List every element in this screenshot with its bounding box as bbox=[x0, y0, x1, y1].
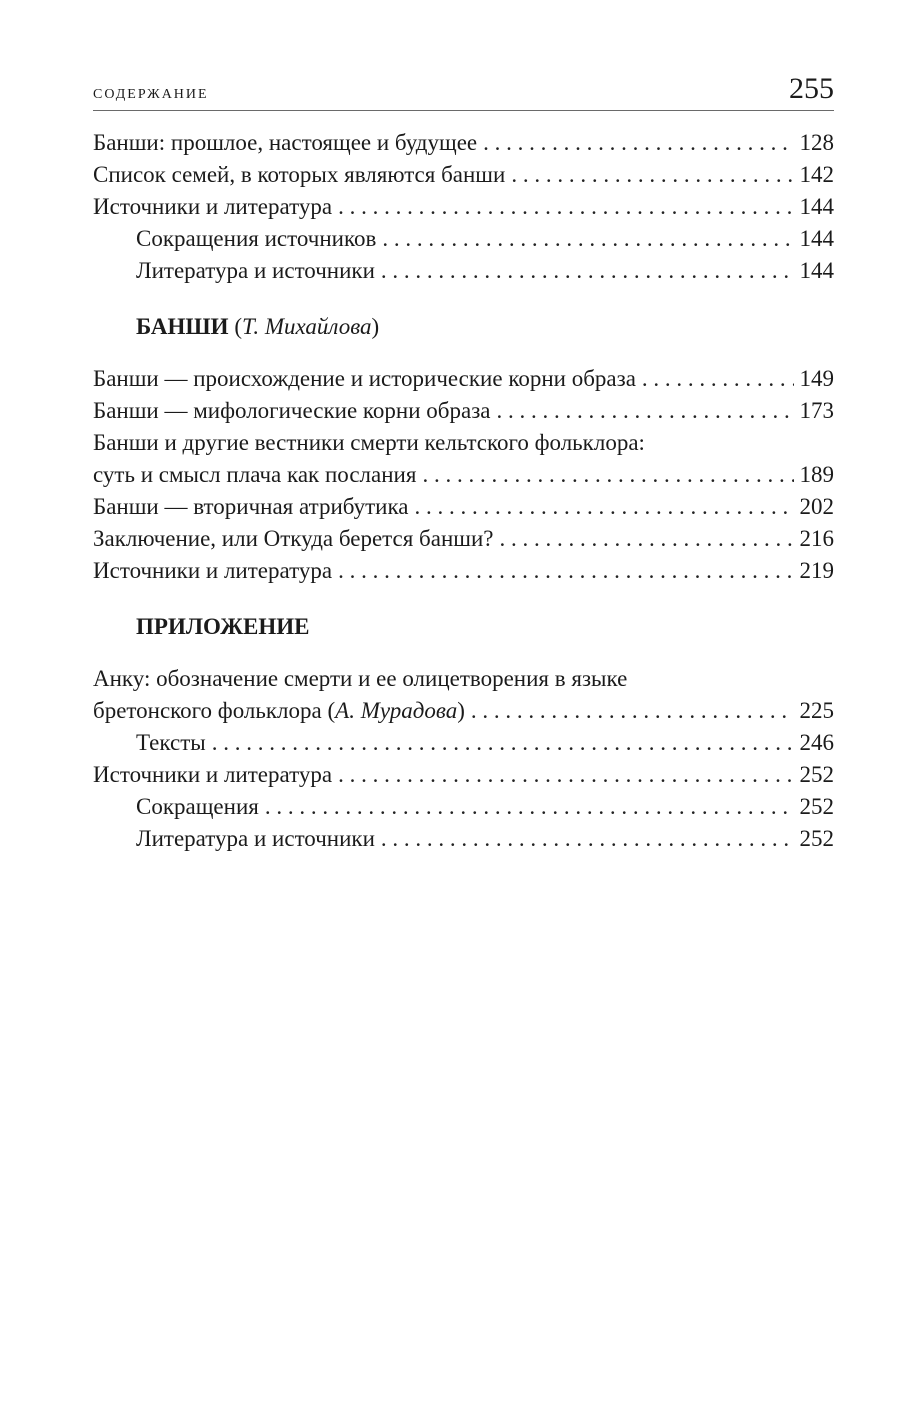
toc-entry bbox=[93, 191, 834, 223]
toc-entry-title: Банши — происхождение и исторические корни образа bbox=[93, 366, 636, 391]
title-text: бретонского фольклора ( bbox=[93, 698, 336, 723]
dot-leader bbox=[422, 459, 793, 491]
dot-leader bbox=[497, 395, 794, 427]
toc-entry-page: 225 bbox=[799, 698, 834, 723]
toc-entry bbox=[93, 523, 834, 555]
dot-leader bbox=[414, 491, 793, 523]
page-number: 255 bbox=[789, 72, 834, 105]
toc-entry-page: 202 bbox=[799, 494, 834, 519]
toc-entry-page: 219 bbox=[799, 558, 834, 583]
toc-entry bbox=[93, 363, 834, 395]
entry-author: А. Мурадова bbox=[335, 698, 458, 723]
toc-entry-page: 173 bbox=[799, 398, 834, 423]
toc-subentry bbox=[93, 223, 834, 255]
toc-entry-page: 144 bbox=[799, 258, 834, 283]
toc-entry-title: Тексты bbox=[136, 730, 206, 755]
dot-leader bbox=[642, 363, 794, 395]
dot-leader bbox=[212, 727, 794, 759]
toc-subentry bbox=[93, 727, 834, 759]
dot-leader bbox=[381, 823, 794, 855]
toc-entry bbox=[93, 759, 834, 791]
toc-entry-page: 149 bbox=[799, 366, 834, 391]
toc-entry bbox=[93, 395, 834, 427]
section-heading-text: БАНШИ bbox=[136, 314, 229, 339]
running-head bbox=[93, 72, 834, 111]
toc-subentry bbox=[93, 255, 834, 287]
toc-entry-title: Источники и литература bbox=[93, 194, 333, 219]
toc-entry-title-line2 bbox=[93, 695, 465, 727]
toc-entry-title: Литература и источники bbox=[136, 826, 375, 851]
dot-leader bbox=[511, 159, 793, 191]
toc-entry-title: Источники и литература bbox=[93, 558, 333, 583]
section-heading-text: ПРИЛОЖЕНИЕ bbox=[136, 614, 310, 639]
toc-entry-title: Список семей, в которых являются банши bbox=[93, 162, 506, 187]
dot-leader bbox=[483, 127, 793, 159]
toc-entry-title-line1: Анку: обозначение смерти и ее олицетворения в языке bbox=[93, 666, 628, 691]
toc-entry-title: Сокращения bbox=[136, 794, 259, 819]
section-heading-banshee bbox=[93, 311, 834, 343]
toc-entry bbox=[93, 159, 834, 191]
toc-entry-title: Заключение, или Откуда берется банши? bbox=[93, 526, 494, 551]
toc-entry-page: 142 bbox=[799, 162, 834, 187]
toc-entry-page: 252 bbox=[799, 794, 834, 819]
toc-entry-page: 252 bbox=[799, 826, 834, 851]
paren-close: ) bbox=[457, 698, 465, 723]
toc-entry-title: Литература и источники bbox=[136, 258, 375, 283]
toc-entry bbox=[93, 663, 834, 727]
toc-entry bbox=[93, 427, 834, 491]
dot-leader bbox=[381, 255, 794, 287]
toc-entry bbox=[93, 555, 834, 587]
section-heading-appendix bbox=[93, 611, 834, 643]
running-head-title: содержание bbox=[93, 81, 209, 103]
toc-entry-page: 144 bbox=[799, 194, 834, 219]
dot-leader bbox=[338, 191, 793, 223]
dot-leader bbox=[382, 223, 793, 255]
dot-leader bbox=[265, 791, 794, 823]
toc-entry-page: 128 bbox=[799, 130, 834, 155]
toc-entry-title-line1: Банши и другие вестники смерти кельтского фольклора: bbox=[93, 430, 645, 455]
toc-entry-page: 246 bbox=[799, 730, 834, 755]
table-of-contents bbox=[93, 127, 834, 855]
dot-leader bbox=[471, 695, 794, 727]
paren-open: ( bbox=[228, 314, 242, 339]
toc-entry bbox=[93, 127, 834, 159]
dot-leader bbox=[338, 759, 793, 791]
toc-entry-title-line2: суть и смысл плача как послания bbox=[93, 462, 417, 487]
paren-close: ) bbox=[371, 314, 380, 339]
toc-entry-title: Источники и литература bbox=[93, 762, 333, 787]
toc-entry-title: Банши — вторичная атрибутика bbox=[93, 494, 409, 519]
toc-entry-title: Банши — мифологические корни образа bbox=[93, 398, 491, 423]
section-author: Т. Михайлова bbox=[241, 314, 372, 339]
toc-entry-page: 252 bbox=[799, 762, 834, 787]
toc-entry-page: 216 bbox=[799, 526, 834, 551]
toc-entry bbox=[93, 491, 834, 523]
toc-entry-page: 144 bbox=[799, 226, 834, 251]
toc-entry-title: Банши: прошлое, настоящее и будущее bbox=[93, 130, 478, 155]
toc-subentry bbox=[93, 823, 834, 855]
toc-entry-title: Сокращения источников bbox=[136, 226, 377, 251]
toc-entry-page: 189 bbox=[799, 462, 834, 487]
dot-leader bbox=[500, 523, 794, 555]
toc-subentry bbox=[93, 791, 834, 823]
dot-leader bbox=[338, 555, 793, 587]
